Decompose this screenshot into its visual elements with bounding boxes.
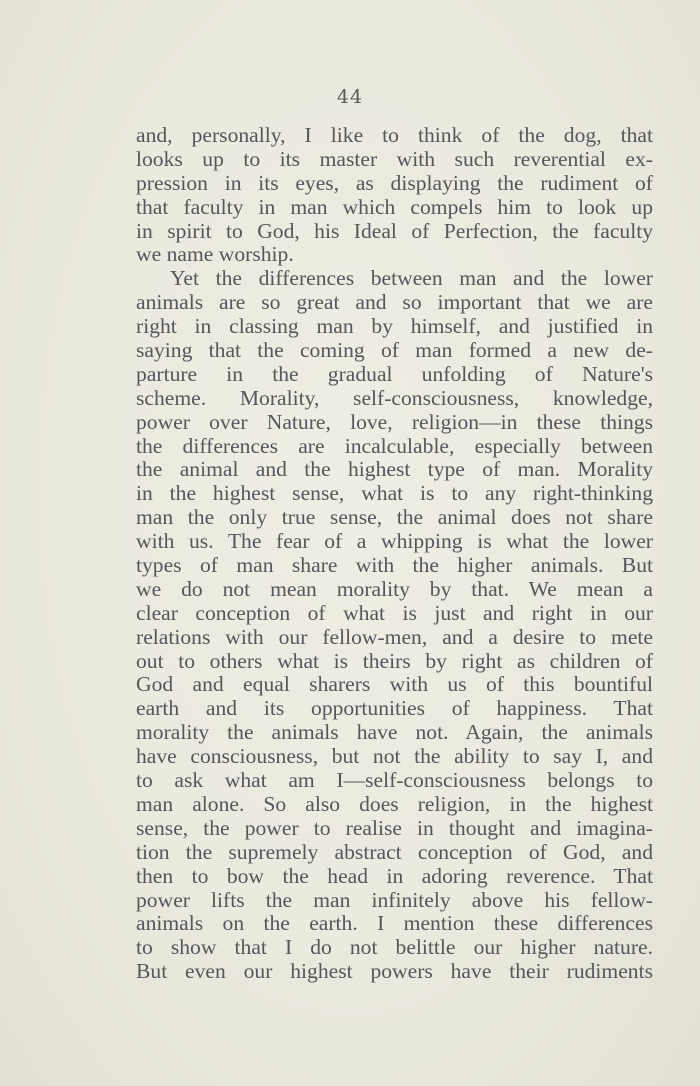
text-line: relations with our fellow-men, and a desire to mete — [136, 625, 653, 649]
text-line: with us. The fear of a whipping is what the lower — [136, 530, 653, 554]
text-line: to ask what am I—self-consciousness belongs to — [136, 769, 653, 793]
text-line: Yet the differences between man and the lower — [170, 267, 653, 291]
text-line: we name worship. — [136, 243, 294, 267]
text-line: pression in its eyes, as displaying the rudiment of — [136, 171, 653, 195]
text-line: man the only true sense, the animal does not share — [136, 506, 653, 530]
text-line: tion the supremely abstract conception of God, and — [136, 840, 653, 864]
text-line: earth and its opportunities of happiness. That — [136, 697, 653, 721]
text-line: in spirit to God, his Ideal of Perfection, the faculty — [136, 219, 653, 243]
text-line: types of man share with the higher animals. But — [136, 554, 653, 578]
text-line: then to bow the head in adoring reverence. That — [136, 864, 653, 888]
text-line: power over Nature, love, religion—in these things — [136, 410, 653, 434]
text-line: and, personally, I like to think of the dog, that — [136, 124, 653, 147]
text-line: saying that the coming of man formed a new de- — [136, 339, 653, 363]
body-text — [136, 124, 653, 984]
text-line: animals are so great and so important that we are — [136, 291, 653, 315]
text-line: out to others what is theirs by right as children of — [136, 649, 653, 673]
text-line: right in classing man by himself, and justified in — [136, 315, 653, 339]
text-line: in the highest sense, what is to any right-thinking — [136, 482, 653, 506]
text-line: have consciousness, but not the ability to say I, and — [136, 745, 653, 769]
text-line: the differences are incalculable, especially between — [136, 434, 653, 458]
text-line: looks up to its master with such reverential ex- — [136, 147, 653, 171]
text-line: man alone. So also does religion, in the highest — [136, 792, 653, 816]
text-line: we do not mean morality by that. We mean a — [136, 577, 653, 601]
text-line: But even our highest powers have their rudiments — [136, 960, 653, 984]
text-line: to show that I do not belittle our higher nature. — [136, 936, 653, 960]
text-line: animals on the earth. I mention these differences — [136, 912, 653, 936]
page-number: 44 — [336, 86, 364, 108]
text-line: scheme. Morality, self-consciousness, knowledge, — [136, 386, 653, 410]
text-line: clear conception of what is just and right in our — [136, 601, 653, 625]
text-line: the animal and the highest type of man. Morality — [136, 458, 653, 482]
text-line: power lifts the man infinitely above his fellow- — [136, 888, 653, 912]
text-line: God and equal sharers with us of this bountiful — [136, 673, 653, 697]
text-line: parture in the gradual unfolding of Nature's — [136, 362, 653, 386]
text-line: that faculty in man which compels him to look up — [136, 195, 653, 219]
text-line: sense, the power to realise in thought and imagina- — [136, 816, 653, 840]
text-line: morality the animals have not. Again, the animals — [136, 721, 653, 745]
